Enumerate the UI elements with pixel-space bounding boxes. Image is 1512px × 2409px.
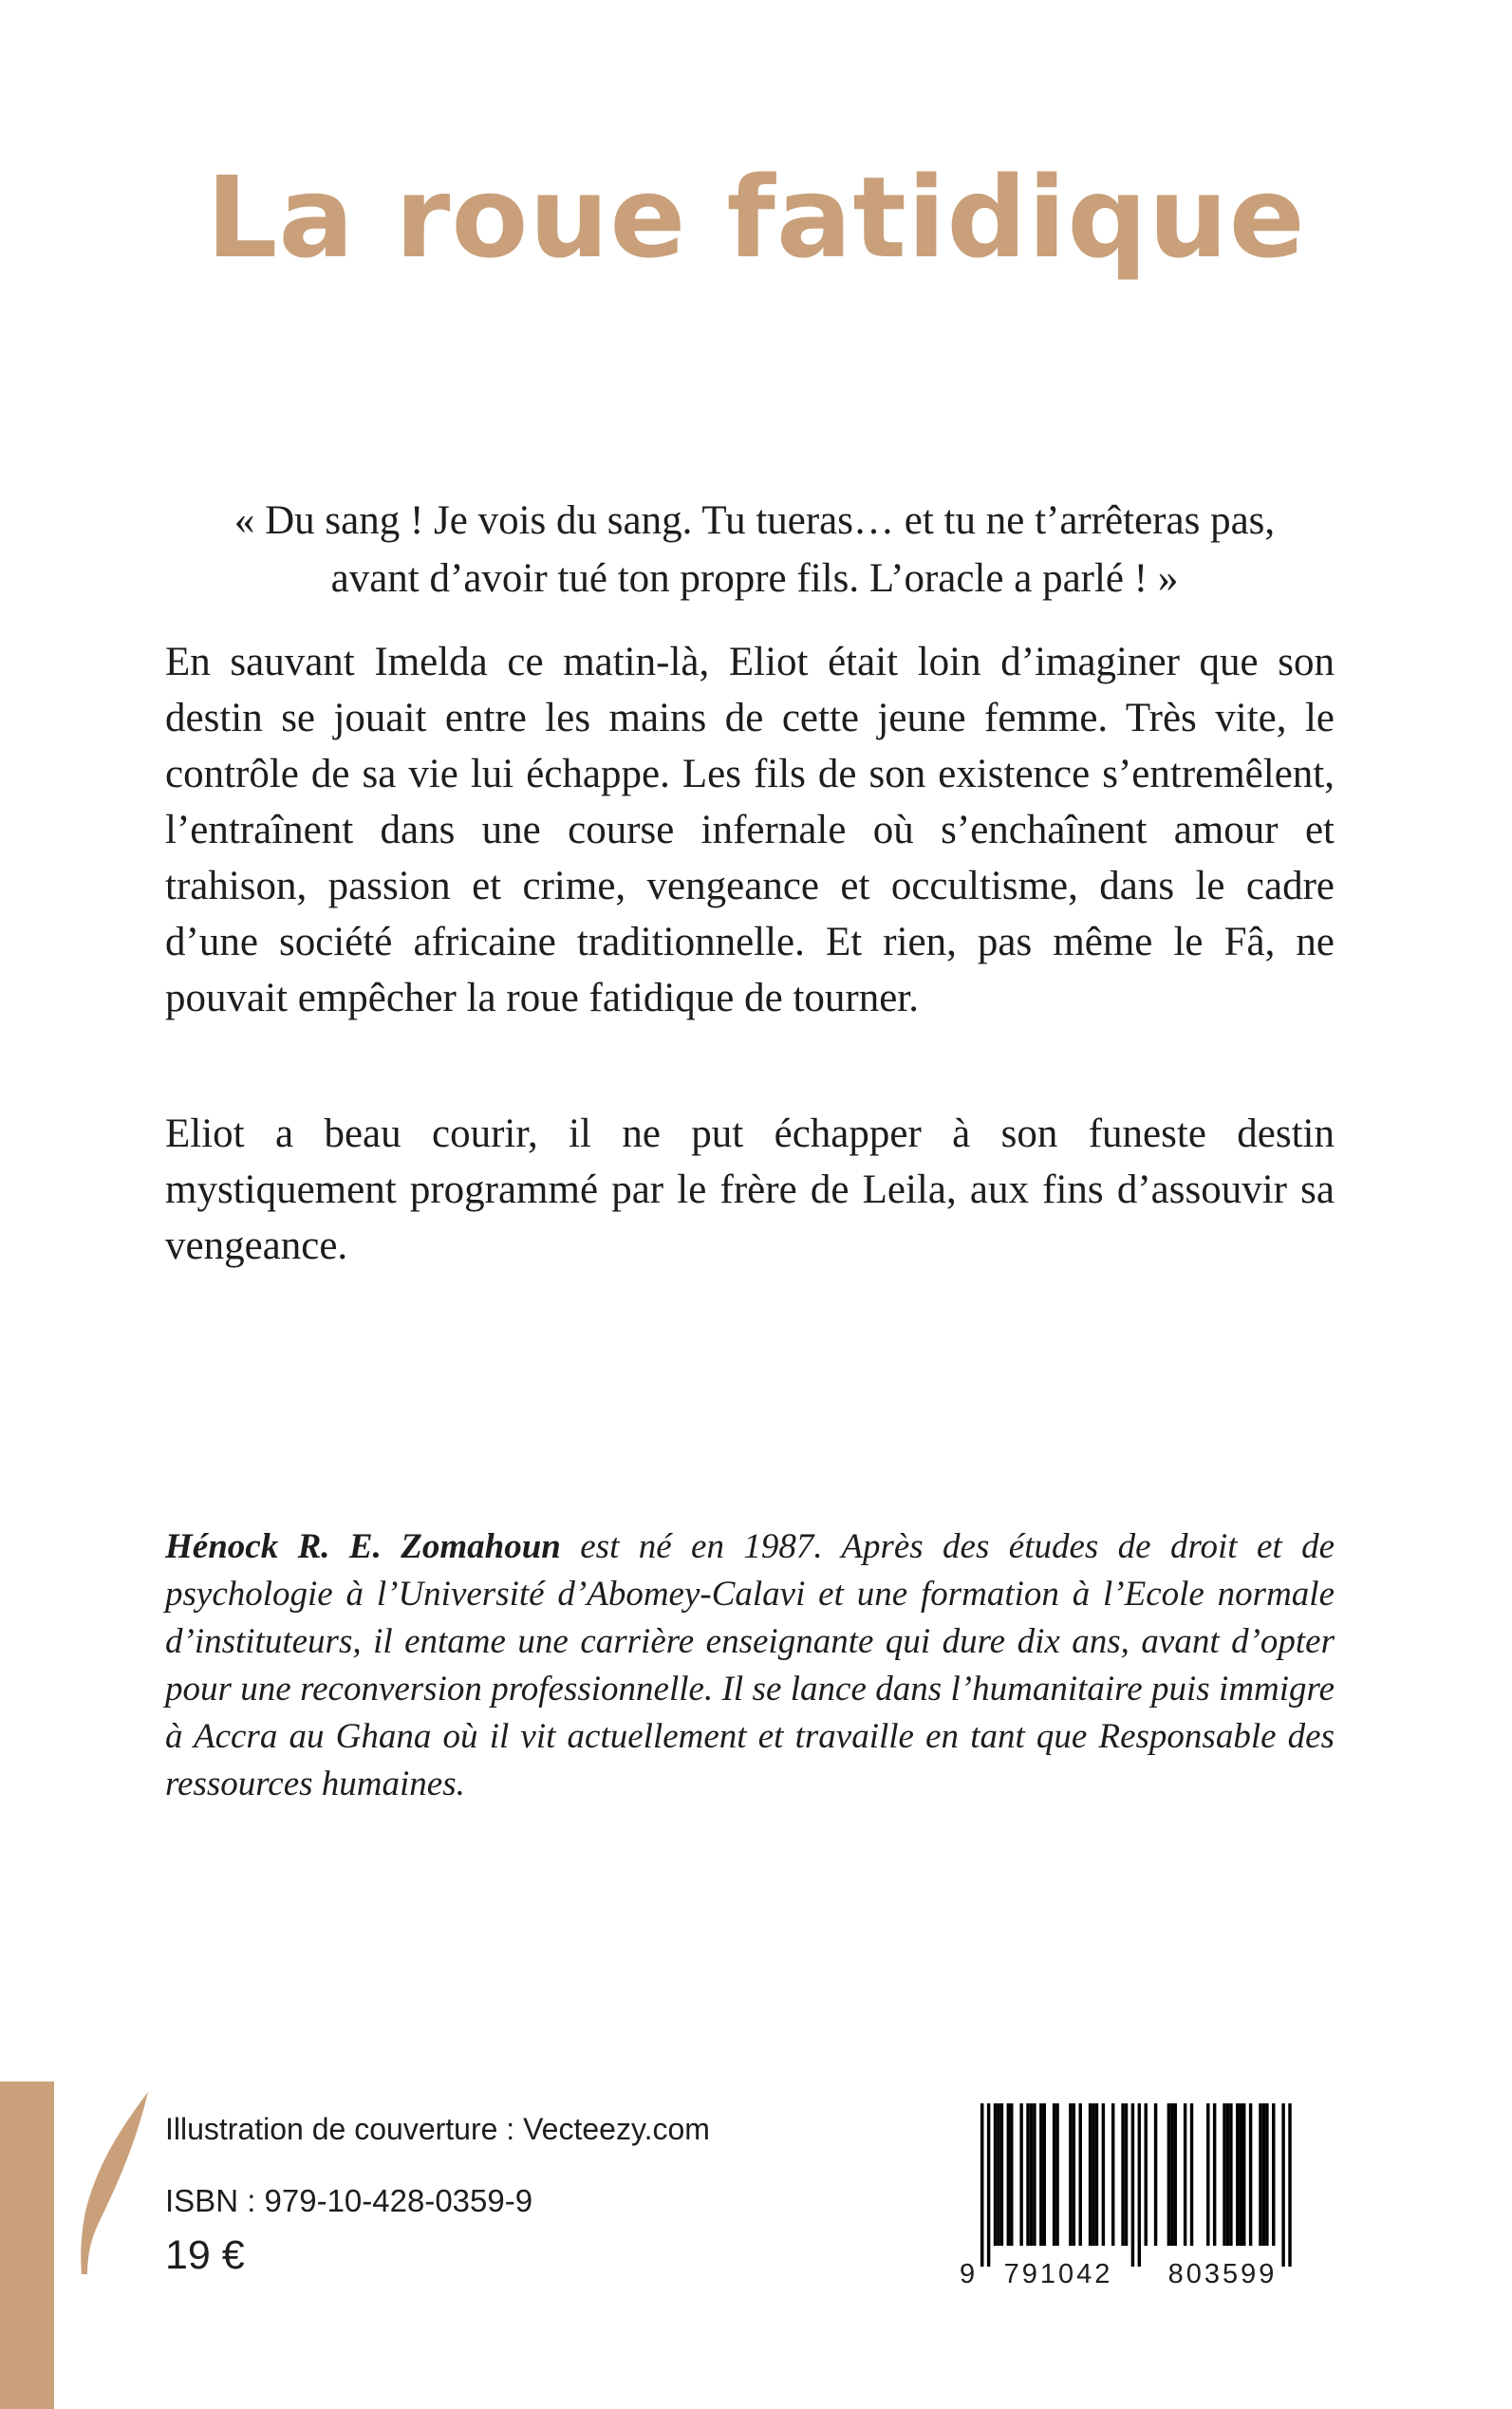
barcode-bar <box>1288 2103 1291 2267</box>
barcode-bar <box>1121 2103 1124 2246</box>
barcode-bar <box>1226 2103 1229 2246</box>
barcode-bar <box>997 2103 999 2246</box>
barcode-bar <box>1111 2103 1114 2246</box>
barcode-bar <box>1281 2103 1284 2267</box>
barcode-bar <box>987 2103 990 2267</box>
barcode-bar <box>1053 2103 1055 2246</box>
barcode-bar <box>1007 2103 1010 2246</box>
barcode-bar <box>1026 2103 1029 2246</box>
barcode-bar <box>1242 2103 1245 2246</box>
barcode-bar <box>1000 2103 1003 2246</box>
barcode-bar <box>1154 2103 1157 2246</box>
barcode-bars <box>980 2103 1292 2267</box>
barcode-bar <box>1259 2103 1261 2246</box>
barcode-bar <box>1043 2103 1046 2246</box>
author-bio-text: est né en 1987. Après des études de droit et de psychologie à l’Université d’Abomey-Calavi et une formation à l’Ecole normale d’instituteurs, il entame une carrière enseignante qui dure dix ans, avant d’opter pour une reconversion professionnelle. Il se lance dans l’humanitaire puis immigre à Accra au Ghana où il vit actuellement et travaille en tant que Responsable des ressources humaines. <box>165 1527 1335 1803</box>
barcode-bar <box>1033 2103 1036 2246</box>
barcode-bar <box>1240 2103 1242 2246</box>
barcode-digits-right: 803599 <box>1167 2259 1278 2289</box>
barcode-bar <box>994 2103 997 2246</box>
barcode-bar <box>1190 2103 1193 2246</box>
barcode-bar <box>1069 2103 1072 2246</box>
barcode-bar <box>1131 2103 1134 2267</box>
author-bio <box>165 1523 1335 1808</box>
barcode-bar <box>1019 2103 1022 2246</box>
barcode-bar <box>1073 2103 1075 2246</box>
barcode-bar <box>980 2103 983 2267</box>
isbn-barcode <box>954 2100 1329 2289</box>
barcode-bar <box>1138 2103 1141 2267</box>
barcode-bar <box>1249 2103 1252 2246</box>
barcode-bar <box>1265 2103 1268 2246</box>
barcode-digits-left: 791042 <box>1003 2259 1113 2289</box>
barcode-bar <box>1102 2103 1105 2246</box>
isbn-text: ISBN : 979-10-428-0359-9 <box>165 2183 533 2218</box>
barcode-bar <box>1010 2103 1013 2246</box>
barcode-bar <box>1174 2103 1177 2246</box>
barcode-bar <box>1030 2103 1033 2246</box>
barcode-bar <box>1079 2103 1082 2246</box>
barcode-bar <box>1089 2103 1092 2246</box>
barcode-bar <box>1167 2103 1170 2246</box>
barcode-bar <box>1223 2103 1225 2246</box>
illustration-credit: Illustration de couverture : Vecteezy.com <box>165 2112 710 2146</box>
barcode-bar <box>1145 2103 1148 2246</box>
barcode-digit-first: 9 <box>960 2259 976 2289</box>
barcode-bar <box>1184 2103 1186 2246</box>
barcode-bar <box>1125 2103 1128 2246</box>
book-title: La roue fatidique <box>206 152 1306 283</box>
synopsis-paragraph-2: Eliot a beau courir, il ne put échapper à son funeste destin mystiquement programmé par le frère de Leila, aux fins d’assouvir sa vengeance. <box>165 1111 1335 1268</box>
barcode-bar <box>1262 2103 1265 2246</box>
author-name: Hénock R. E. Zomahoun <box>165 1527 561 1566</box>
barcode-bar <box>1039 2103 1042 2246</box>
barcode-bar <box>1095 2103 1098 2246</box>
barcode-bar <box>1092 2103 1094 2246</box>
barcode-bar <box>1213 2103 1216 2246</box>
barcode-bar <box>1272 2103 1275 2246</box>
barcode-bar <box>1229 2103 1232 2246</box>
price-text: 19 € <box>165 2232 245 2278</box>
quote-line-1: « Du sang ! Je vois du sang. Tu tueras… et tu ne t’arrêteras pas, <box>233 498 1276 543</box>
synopsis-paragraph-1: En sauvant Imelda ce matin-là, Eliot était loin d’imaginer que son destin se jouait entre les mains de cette jeune femme. Très vite, le contrôle de sa vie lui échappe. Les fils de son existence s’entremêlent, l’entraînent dans une course infernale où s’enchaînent amour et trahison, passion et crime, vengeance et occultisme, dans le cadre d’une société africaine traditionnelle. Et rien, pas même le Fâ, ne pouvait empêcher la roue fatidique de tourner. <box>165 640 1335 1020</box>
oracle-quote <box>161 492 1348 607</box>
barcode-bar <box>1055 2103 1058 2246</box>
barcode-bar <box>1206 2103 1209 2246</box>
quote-line-2: avant d’avoir tué ton propre fils. L’oracle a parlé ! » <box>330 556 1179 601</box>
feather-icon <box>74 2088 152 2278</box>
accent-sidebar <box>0 2082 54 2409</box>
barcode-bar <box>1170 2103 1173 2246</box>
barcode-bar <box>1236 2103 1239 2246</box>
